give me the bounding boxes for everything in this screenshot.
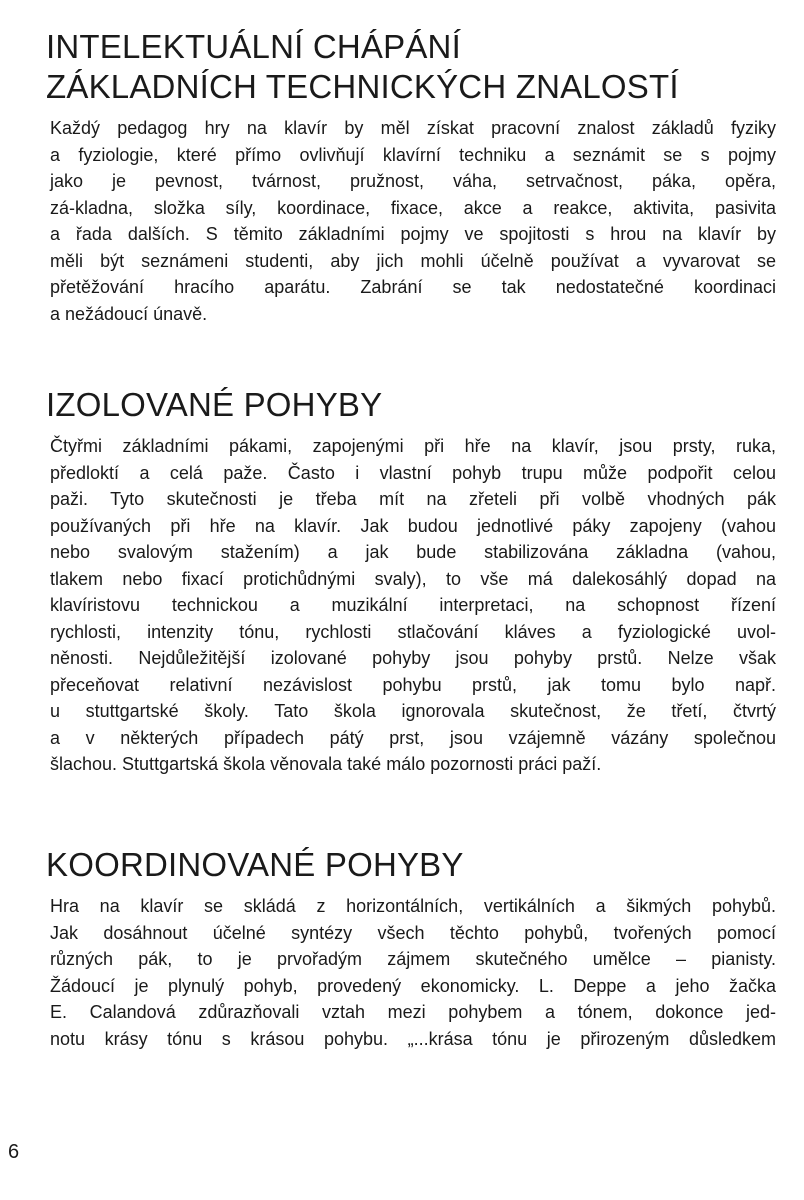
section-heading	[46, 27, 776, 107]
paragraph-line: nebo svalovým stažením) a jak bude stabilizována základna (vahou,	[50, 542, 776, 562]
paragraph-line: přetěžování hracího aparátu. Zabrání se tak nedostatečné koordinaci	[50, 277, 776, 297]
section-paragraph	[46, 433, 776, 778]
section-intelektualni-chapani	[46, 27, 776, 327]
section-koordinovane-pohyby	[46, 845, 776, 1052]
paragraph-line: měli být seznámeni studenti, aby jich mohli účelně používat a vyvarovat se	[50, 250, 776, 271]
section-heading	[46, 385, 776, 425]
paragraph-line: paži. Tyto skutečnosti je třeba mít na zřeteli při volbě vhodných pák	[50, 489, 776, 509]
paragraph-line: notu krásy tónu s krásou pohybu. „...krása tónu je přirozeným důsledkem	[50, 1028, 776, 1049]
paragraph-line: používaných při hře na klavír. Jak budou jednotlivé páky zapojeny (vahou	[50, 515, 776, 536]
paragraph-line: a řada dalších. S těmito základními pojmy ve spojitosti s hrou na klavír by	[50, 224, 776, 244]
paragraph-line: Žádoucí je plynulý pohyb, provedený ekonomicky. L. Deppe a jeho žačka	[50, 975, 776, 996]
section-heading	[46, 845, 776, 885]
paragraph-line: přeceňovat relativní nezávislost pohybu prstů, jak tomu bylo např.	[50, 674, 776, 695]
paragraph-line: Každý pedagog hry na klavír by měl získat pracovní znalost základů fyziky	[50, 118, 776, 138]
section-izolovane-pohyby	[46, 385, 776, 778]
paragraph-line: klavíristovu technickou a muzikální interpretaci, na schopnost řízení	[50, 595, 776, 615]
section-paragraph	[46, 893, 776, 1052]
paragraph-line: u stuttgartské školy. Tato škola ignorovala skutečnost, že třetí, čtvrtý	[50, 701, 776, 721]
paragraph-line: rychlosti, intenzity tónu, rychlosti stlačování kláves a fyziologické uvol-	[50, 621, 776, 642]
paragraph-line: tlakem nebo fixací protichůdnými svaly), to vše má dalekosáhlý dopad na	[50, 568, 776, 589]
heading-line: KOORDINOVANÉ POHYBY	[46, 846, 464, 883]
paragraph-line: a nežádoucí únavě.	[50, 303, 208, 324]
page-number: 6	[8, 1141, 20, 1163]
paragraph-line: různých pák, to je prvořadým zájmem skutečného umělce – pianisty.	[50, 949, 776, 969]
paragraph-line: šlachou. Stuttgartská škola věnovala také málo pozornosti práci paží.	[50, 754, 602, 774]
paragraph-line: jako je pevnost, tvárnost, pružnost, váha, setrvačnost, páka, opěra,	[50, 171, 776, 191]
paragraph-line: a fyziologie, které přímo ovlivňují klavírní techniku a seznámit se s pojmy	[50, 144, 776, 165]
heading-line: IZOLOVANÉ POHYBY	[46, 386, 383, 423]
paragraph-line: předloktí a celá paže. Často i vlastní pohyb trupu může podpořit celou	[50, 462, 776, 483]
paragraph-line: a v některých případech pátý prst, jsou vzájemně vázány společnou	[50, 727, 776, 748]
paragraph-line: zá-kladna, složka síly, koordinace, fixace, akce a reakce, aktivita, pasivita	[50, 197, 776, 218]
paragraph-line: Čtyřmi základními pákami, zapojenými při hře na klavír, jsou prsty, ruka,	[50, 436, 776, 456]
section-paragraph	[46, 115, 776, 327]
heading-line: ZÁKLADNÍCH TECHNICKÝCH ZNALOSTÍ	[46, 68, 679, 105]
paragraph-line: E. Calandová zdůrazňovali vztah mezi pohybem a tónem, dokonce jed-	[50, 1002, 776, 1022]
heading-line: INTELEKTUÁLNÍ CHÁPÁNÍ	[46, 28, 461, 65]
paragraph-line: něnosti. Nejdůležitější izolované pohyby jsou pohyby prstů. Nelze však	[50, 648, 776, 668]
paragraph-line: Jak dosáhnout účelné syntézy všech těchto pohybů, tvořených pomocí	[50, 922, 776, 943]
paragraph-line: Hra na klavír se skládá z horizontálních, vertikálních a šikmých pohybů.	[50, 896, 776, 916]
